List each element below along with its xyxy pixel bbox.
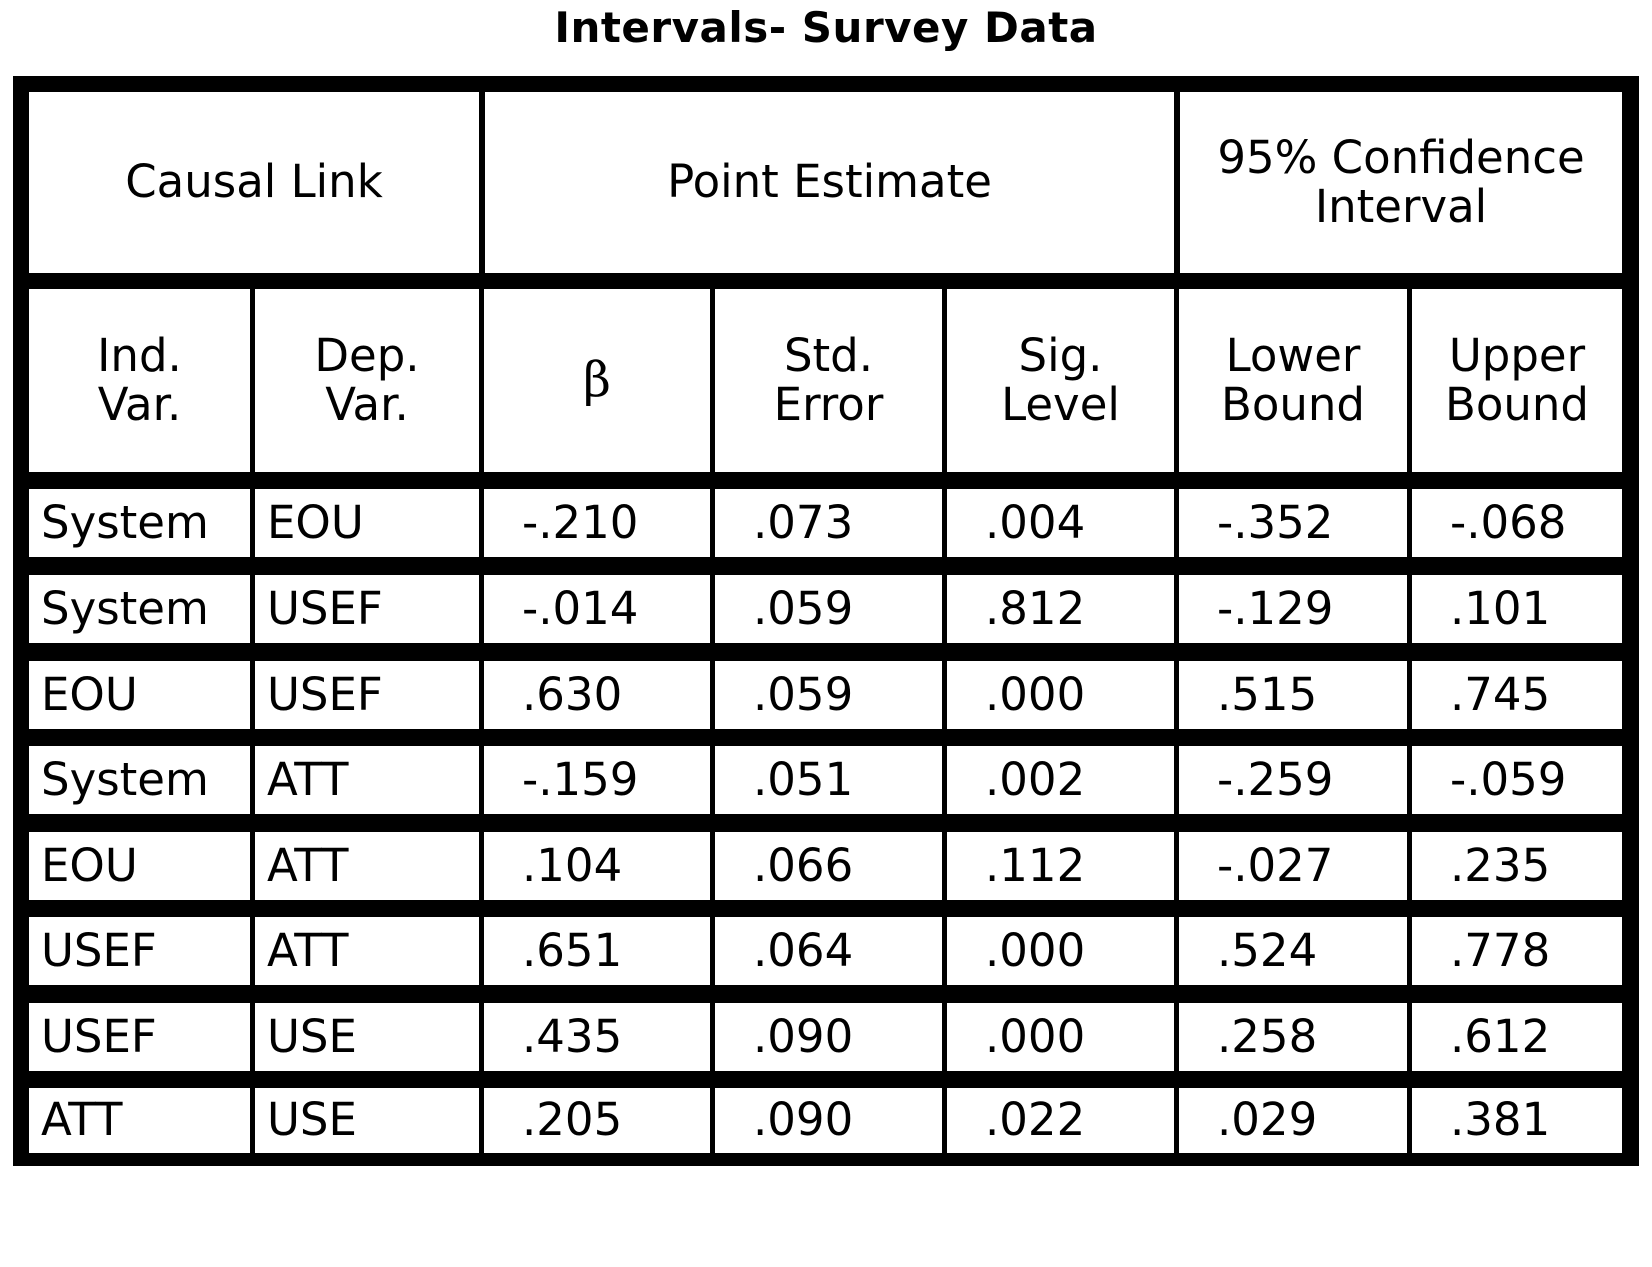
table-cell-std-error bbox=[715, 1003, 942, 1071]
table-cell-upper-bound bbox=[1412, 917, 1622, 985]
table-cell-ind-var-text: System bbox=[41, 581, 209, 635]
table-cell-sig-level bbox=[947, 917, 1174, 985]
group-header-causal-link-text: Causal Link bbox=[125, 155, 383, 209]
table-cell-upper-bound bbox=[1412, 1003, 1622, 1071]
table-cell-std-error bbox=[715, 746, 942, 814]
column-header-lower-bound bbox=[1179, 289, 1407, 472]
table-cell-lower-bound-text: -.352 bbox=[1217, 495, 1334, 549]
table-cell-upper-bound-text: -.068 bbox=[1450, 495, 1567, 549]
table-cell-lower-bound bbox=[1179, 1003, 1407, 1071]
table-cell-lower-bound bbox=[1179, 746, 1407, 814]
column-header-std-error bbox=[715, 289, 942, 472]
table-cell-sig-level-text: .000 bbox=[985, 923, 1086, 977]
table-cell-ind-var bbox=[29, 1088, 250, 1153]
table-cell-lower-bound bbox=[1179, 917, 1407, 985]
column-header-dep-var bbox=[255, 289, 479, 472]
table-cell-dep-var-text: EOU bbox=[267, 495, 364, 549]
table-cell-std-error-text: .090 bbox=[753, 1093, 854, 1147]
group-header-confidence-interval bbox=[1180, 92, 1622, 273]
table-cell-dep-var-text: USEF bbox=[267, 667, 383, 721]
table-cell-dep-var bbox=[255, 489, 479, 557]
table-cell-beta bbox=[484, 832, 710, 900]
table-cell-beta bbox=[484, 575, 710, 643]
table-cell-std-error bbox=[715, 575, 942, 643]
table-cell-lower-bound bbox=[1179, 661, 1407, 729]
group-header-causal-link bbox=[29, 92, 479, 273]
table-cell-beta-text: .104 bbox=[522, 838, 623, 892]
table-cell-lower-bound-text: .029 bbox=[1217, 1093, 1318, 1147]
table-cell-upper-bound bbox=[1412, 1088, 1622, 1153]
table-cell-dep-var bbox=[255, 1088, 479, 1153]
table-cell-beta bbox=[484, 489, 710, 557]
table-cell-std-error-text: .073 bbox=[753, 495, 854, 549]
table-cell-dep-var bbox=[255, 661, 479, 729]
table-cell-lower-bound bbox=[1179, 489, 1407, 557]
table-cell-upper-bound bbox=[1412, 575, 1622, 643]
group-header-confidence-interval-text: 95% Confidence Interval bbox=[1217, 131, 1585, 233]
table-cell-upper-bound bbox=[1412, 832, 1622, 900]
table-cell-std-error-text: .059 bbox=[753, 667, 854, 721]
column-header-std-error-text: Std. Error bbox=[773, 329, 884, 431]
column-header-dep-var-text: Dep. Var. bbox=[314, 329, 420, 431]
table-cell-dep-var-text: USE bbox=[267, 1093, 357, 1147]
table-cell-ind-var-text: EOU bbox=[41, 838, 138, 892]
table-cell-sig-level bbox=[947, 489, 1174, 557]
table-cell-ind-var-text: EOU bbox=[41, 667, 138, 721]
table-cell-std-error-text: .090 bbox=[753, 1009, 854, 1063]
table-cell-sig-level bbox=[947, 661, 1174, 729]
group-header-point-estimate bbox=[485, 92, 1174, 273]
table-cell-ind-var-text: USEF bbox=[41, 923, 157, 977]
table-cell-upper-bound-text: .778 bbox=[1450, 923, 1551, 977]
table-cell-ind-var-text: USEF bbox=[41, 1009, 157, 1063]
table-cell-upper-bound bbox=[1412, 746, 1622, 814]
table-cell-ind-var bbox=[29, 832, 250, 900]
table-cell-sig-level bbox=[947, 1088, 1174, 1153]
table-cell-ind-var-text: System bbox=[41, 752, 209, 806]
table-cell-lower-bound-text: .258 bbox=[1217, 1009, 1318, 1063]
table-cell-beta bbox=[484, 661, 710, 729]
table-cell-dep-var-text: ATT bbox=[267, 752, 349, 806]
table-cell-sig-level-text: .000 bbox=[985, 667, 1086, 721]
table-cell-sig-level bbox=[947, 575, 1174, 643]
column-header-upper-bound-text: Upper Bound bbox=[1444, 329, 1589, 431]
table-cell-ind-var bbox=[29, 661, 250, 729]
table-cell-upper-bound-text: .745 bbox=[1450, 667, 1551, 721]
table-cell-beta-text: .205 bbox=[522, 1093, 623, 1147]
table-cell-ind-var bbox=[29, 575, 250, 643]
table-cell-beta-text: .651 bbox=[522, 923, 623, 977]
table-cell-lower-bound-text: -.027 bbox=[1217, 838, 1334, 892]
table-cell-upper-bound-text: .612 bbox=[1450, 1009, 1551, 1063]
table-cell-std-error-text: .064 bbox=[753, 923, 854, 977]
table-cell-dep-var bbox=[255, 746, 479, 814]
table-cell-sig-level-text: .112 bbox=[985, 838, 1086, 892]
table-cell-beta-text: -.210 bbox=[522, 495, 639, 549]
table-cell-sig-level bbox=[947, 1003, 1174, 1071]
table-cell-std-error bbox=[715, 917, 942, 985]
table-cell-dep-var bbox=[255, 917, 479, 985]
results-table bbox=[13, 76, 1639, 1166]
table-cell-beta bbox=[484, 917, 710, 985]
table-cell-lower-bound bbox=[1179, 832, 1407, 900]
table-cell-upper-bound-text: -.059 bbox=[1450, 752, 1567, 806]
table-cell-upper-bound bbox=[1412, 661, 1622, 729]
table-cell-sig-level-text: .000 bbox=[985, 1009, 1086, 1063]
table-cell-std-error bbox=[715, 489, 942, 557]
column-header-ind-var bbox=[29, 289, 250, 472]
table-cell-sig-level bbox=[947, 746, 1174, 814]
table-cell-lower-bound-text: -.259 bbox=[1217, 752, 1334, 806]
table-cell-lower-bound-text: .524 bbox=[1217, 923, 1318, 977]
table-cell-sig-level-text: .004 bbox=[985, 495, 1086, 549]
table-cell-lower-bound-text: .515 bbox=[1217, 667, 1318, 721]
table-cell-dep-var-text: ATT bbox=[267, 838, 349, 892]
page-title: Intervals- Survey Data bbox=[554, 3, 1098, 52]
table-cell-ind-var-text: ATT bbox=[41, 1093, 123, 1147]
table-cell-sig-level-text: .812 bbox=[985, 581, 1086, 635]
table-cell-lower-bound bbox=[1179, 1088, 1407, 1153]
table-cell-beta-text: .435 bbox=[522, 1009, 623, 1063]
column-header-upper-bound bbox=[1412, 289, 1622, 472]
table-cell-dep-var-text: ATT bbox=[267, 923, 349, 977]
table-cell-dep-var bbox=[255, 1003, 479, 1071]
table-cell-beta-text: -.159 bbox=[522, 752, 639, 806]
table-cell-dep-var-text: USEF bbox=[267, 581, 383, 635]
table-cell-beta-text: -.014 bbox=[522, 581, 639, 635]
table-cell-upper-bound bbox=[1412, 489, 1622, 557]
table-cell-beta bbox=[484, 1088, 710, 1153]
column-header-ind-var-text: Ind. Var. bbox=[97, 329, 182, 431]
table-cell-dep-var-text: USE bbox=[267, 1009, 357, 1063]
column-header-lower-bound-text: Lower Bound bbox=[1220, 329, 1365, 431]
table-cell-dep-var bbox=[255, 575, 479, 643]
table-cell-ind-var bbox=[29, 746, 250, 814]
table-cell-sig-level-text: .022 bbox=[985, 1093, 1086, 1147]
table-cell-upper-bound-text: .101 bbox=[1450, 581, 1551, 635]
table-cell-ind-var bbox=[29, 917, 250, 985]
table-cell-std-error bbox=[715, 832, 942, 900]
table-cell-std-error-text: .059 bbox=[753, 581, 854, 635]
table-cell-dep-var bbox=[255, 832, 479, 900]
column-header-sig-level bbox=[947, 289, 1174, 472]
table-cell-beta-text: .630 bbox=[522, 667, 623, 721]
table-cell-upper-bound-text: .381 bbox=[1450, 1093, 1551, 1147]
table-cell-sig-level bbox=[947, 832, 1174, 900]
table-cell-lower-bound-text: -.129 bbox=[1217, 581, 1334, 635]
table-cell-std-error bbox=[715, 661, 942, 729]
table-cell-std-error-text: .051 bbox=[753, 752, 854, 806]
column-header-beta-text: β bbox=[583, 351, 611, 408]
table-cell-upper-bound-text: .235 bbox=[1450, 838, 1551, 892]
table-cell-ind-var bbox=[29, 489, 250, 557]
table-cell-lower-bound bbox=[1179, 575, 1407, 643]
table-cell-std-error-text: .066 bbox=[753, 838, 854, 892]
table-cell-ind-var-text: System bbox=[41, 495, 209, 549]
column-header-sig-level-text: Sig. Level bbox=[1001, 329, 1120, 431]
table-cell-ind-var bbox=[29, 1003, 250, 1071]
column-header-beta bbox=[484, 289, 710, 472]
table-cell-beta bbox=[484, 1003, 710, 1071]
table-cell-sig-level-text: .002 bbox=[985, 752, 1086, 806]
table-cell-beta bbox=[484, 746, 710, 814]
table-cell-std-error bbox=[715, 1088, 942, 1153]
group-header-point-estimate-text: Point Estimate bbox=[667, 155, 992, 209]
